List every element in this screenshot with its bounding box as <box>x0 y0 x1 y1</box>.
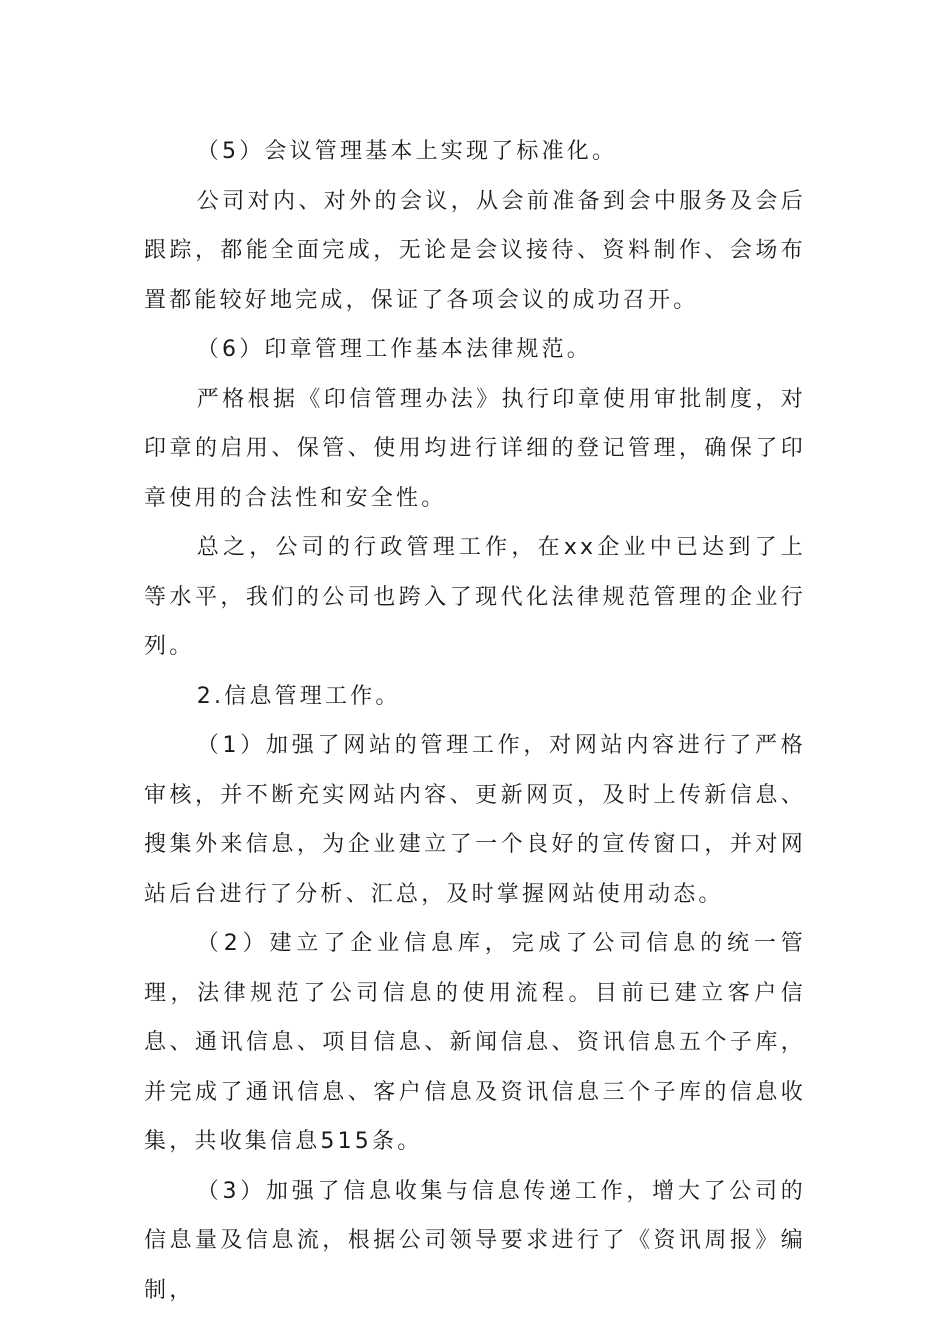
paragraph-seal: 严格根据《印信管理办法》执行印章使用审批制度，对印章的启用、保管、使用均进行详细的登记管理，确保了印章使用的合法性和安全性。 <box>144 386 806 511</box>
paragraph-website: （1）加强了网站的管理工作，对网站内容进行了严格审核，并不断充实网站内容、更新网页，及时上传新信息、搜集外来信息，为企业建立了一个良好的宣传窗口，并对网站后台进行了分析、汇总，及时掌握网站使用动态。 <box>144 733 806 907</box>
paragraph-summary: 总之，公司的行政管理工作，在xx企业中已达到了上等水平，我们的公司也跨入了现代化法律规范管理的企业行列。 <box>144 535 806 659</box>
document-body <box>144 127 806 1315</box>
section-heading-meeting: （5）会议管理基本上实现了标准化。 <box>196 139 618 164</box>
paragraph-collection: （3）加强了信息收集与信息传递工作，增大了公司的信息量及信息流，根据公司领导要求进行了《资讯周报》编制， <box>144 1178 806 1303</box>
paragraph-meeting: 公司对内、对外的会议，从会前准备到会中服务及会后跟踪，都能全面完成，无论是会议接待、资料制作、会场布置都能较好地完成，保证了各项会议的成功召开。 <box>144 188 806 313</box>
section-heading-info: 2.信息管理工作。 <box>196 683 401 709</box>
section-heading-seal: （6）印章管理工作基本法律规范。 <box>196 337 592 362</box>
paragraph-database: （2）建立了企业信息库，完成了公司信息的统一管理，法律规范了公司信息的使用流程。目前已建立客户信息、通讯信息、项目信息、新闻信息、资讯信息五个子库，并完成了通讯信息、客户信息及资讯信息三个子库的信息收集，共收集信息515条。 <box>144 931 806 1154</box>
